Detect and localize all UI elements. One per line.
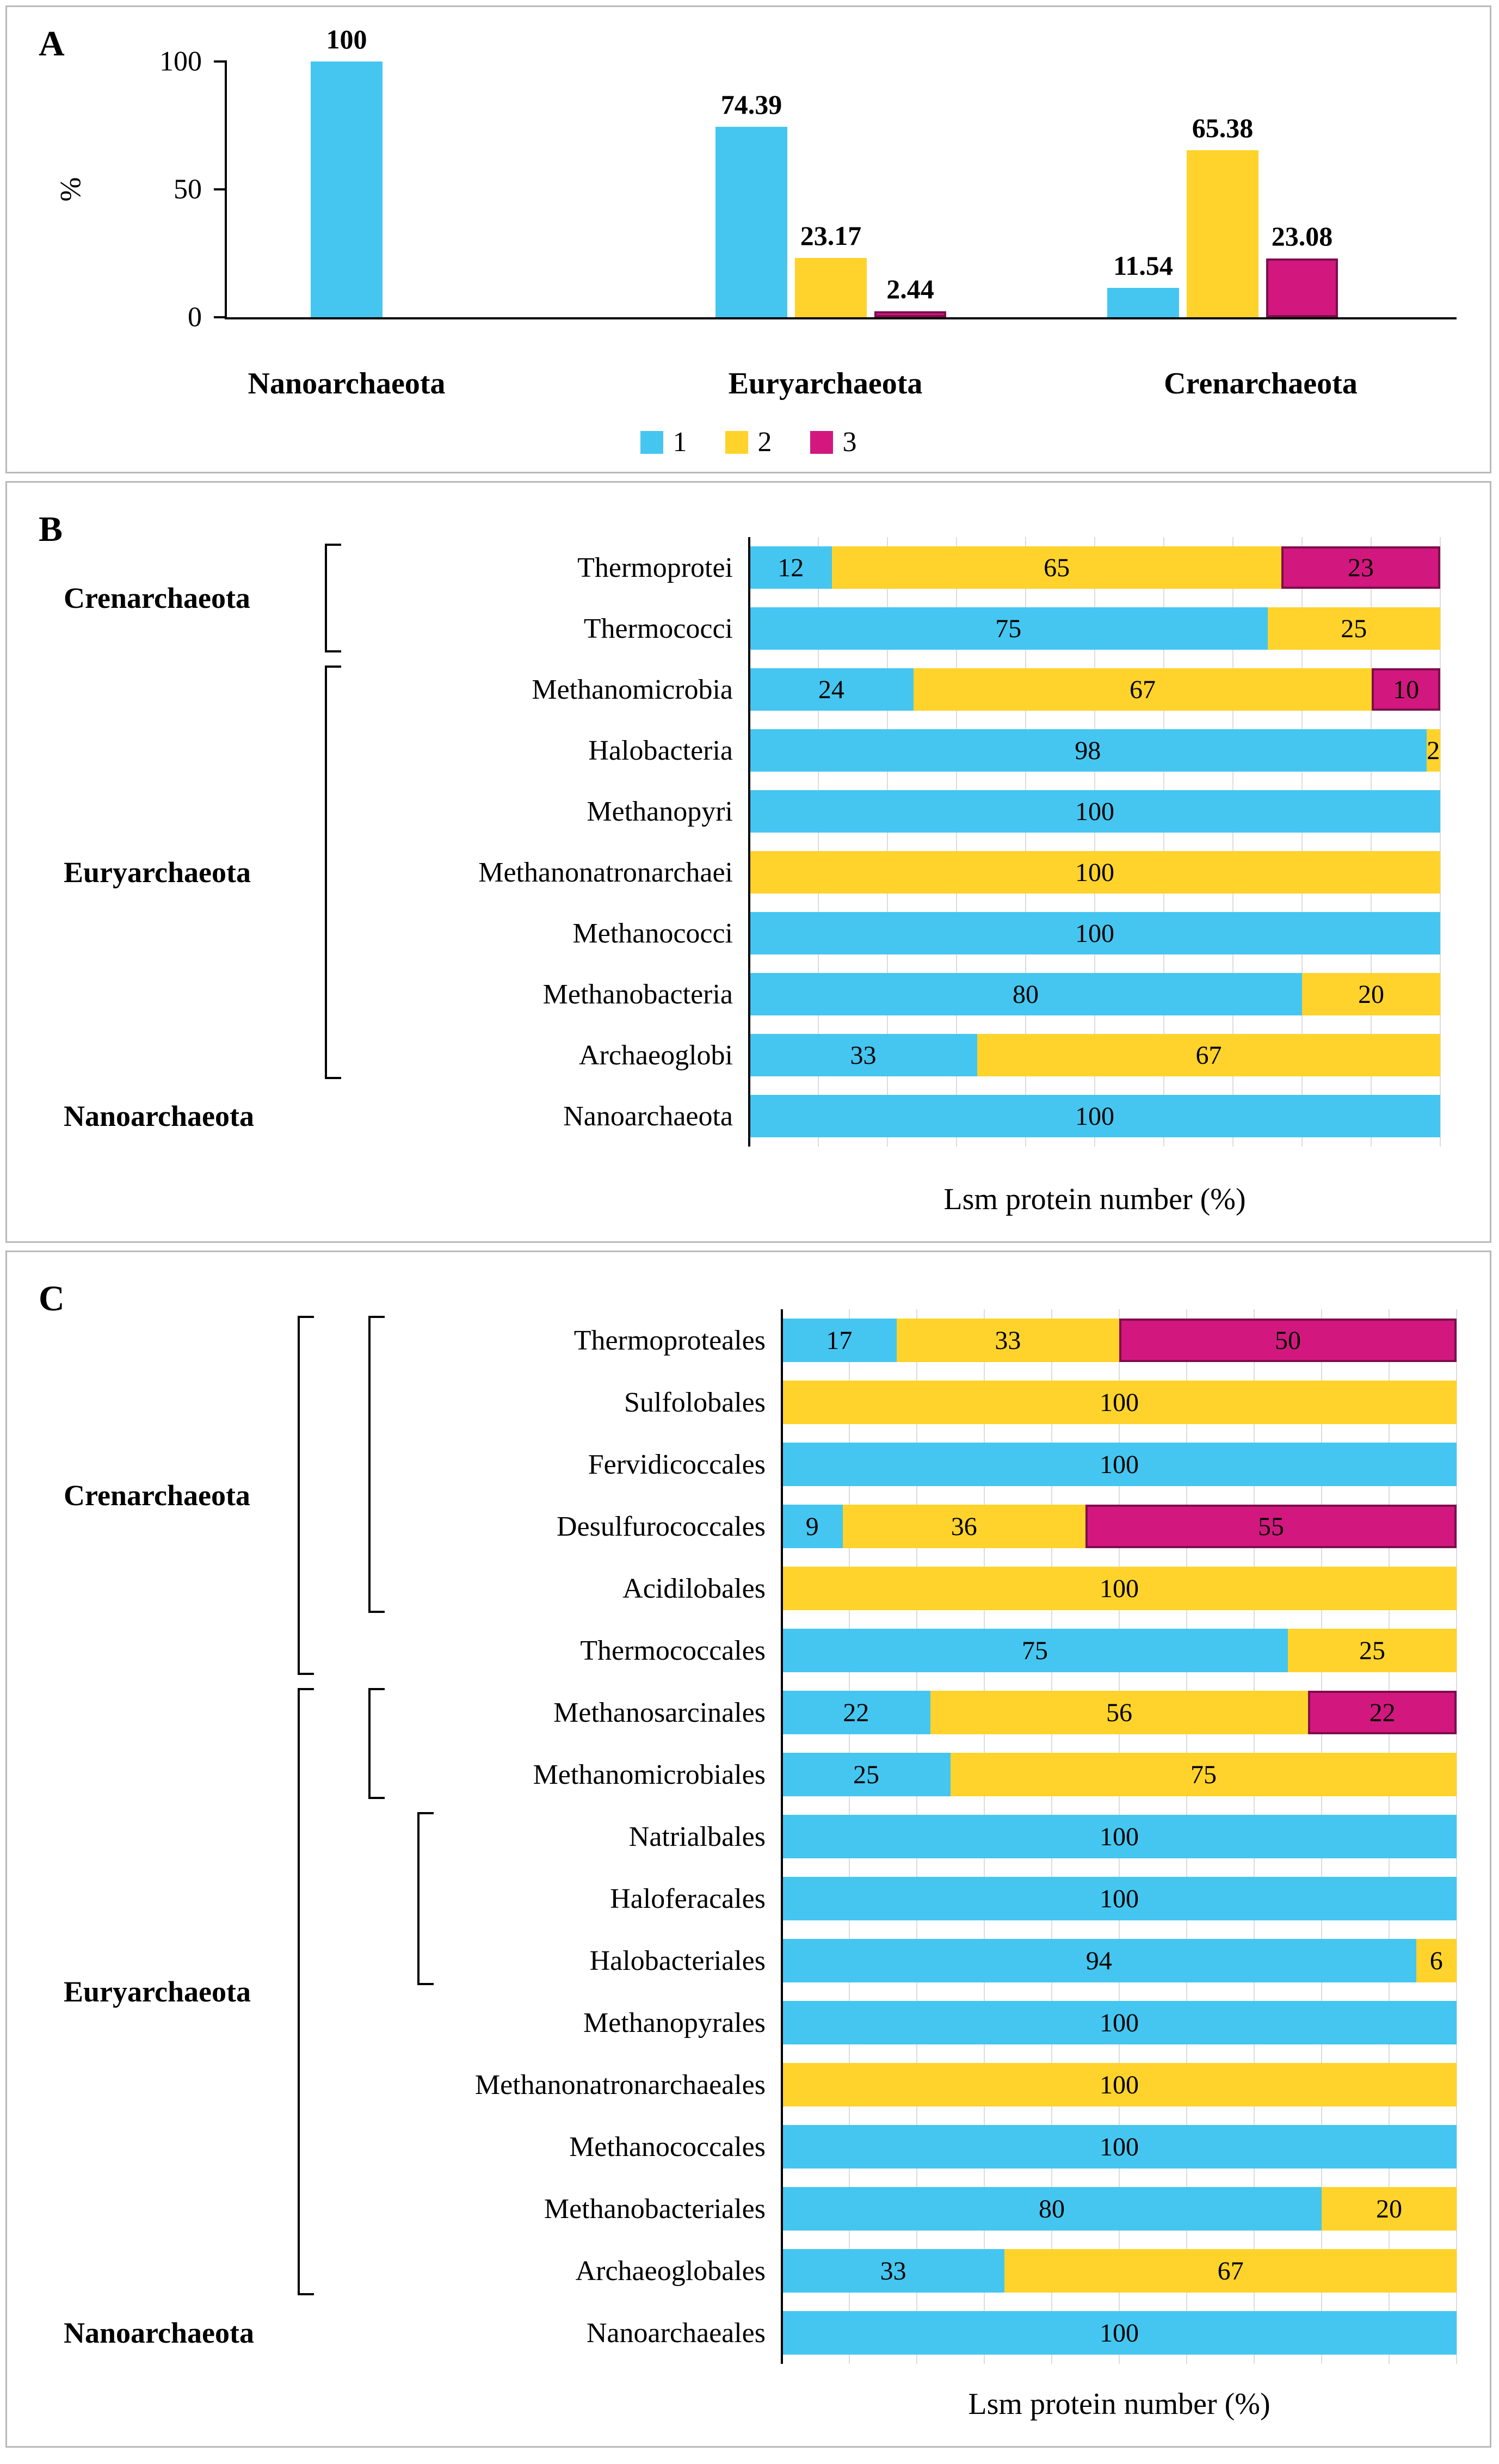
segment-value: 12 xyxy=(778,553,804,582)
segment-value: 10 xyxy=(1393,675,1420,704)
bar xyxy=(1187,112,1259,317)
panel-c xyxy=(5,1251,1491,2448)
panel-a-y-axis-label: % xyxy=(54,177,87,202)
bar-track xyxy=(782,1629,1457,1672)
chart-row xyxy=(20,659,1440,720)
group-label: Nanoarchaeota xyxy=(64,1100,254,1132)
panel-a xyxy=(5,5,1491,473)
bar-segment xyxy=(1427,729,1440,772)
bar-value-label: 23.17 xyxy=(800,220,862,251)
y-axis-tick xyxy=(214,60,227,63)
bar-value-label: 2.44 xyxy=(886,273,934,304)
bar-track xyxy=(749,1095,1440,1137)
chart-row xyxy=(20,2054,1457,2116)
segment-value: 22 xyxy=(1369,1698,1396,1727)
bar-segment xyxy=(749,1095,1440,1137)
row-label: Nanoarchaeota xyxy=(563,1100,733,1132)
segment-value: 23 xyxy=(1347,553,1374,582)
bar-segment xyxy=(749,973,1302,1015)
panel-c-letter: C xyxy=(39,1279,65,1319)
row-label: Archaeoglobi xyxy=(578,1039,733,1071)
bar-track xyxy=(749,851,1440,894)
bar-segment xyxy=(782,1877,1457,1920)
row-label: Methanomicrobiales xyxy=(533,1759,766,1790)
bar-track xyxy=(749,729,1440,772)
legend-item xyxy=(725,426,772,458)
bar-segment xyxy=(1372,668,1440,711)
row-label: Nanoarchaeales xyxy=(586,2317,766,2349)
bar-segment xyxy=(749,668,914,711)
bar-group xyxy=(715,89,946,317)
bar-rect xyxy=(1107,288,1179,317)
row-label: Methanobacteriales xyxy=(544,2193,766,2225)
bar-segment xyxy=(1119,1319,1457,1362)
segment-value: 80 xyxy=(1039,2194,1065,2223)
bar-rect xyxy=(311,61,383,317)
chart-row xyxy=(20,1309,1457,1371)
group-bracket-inner xyxy=(417,1812,434,1985)
segment-value: 20 xyxy=(1376,2194,1402,2223)
panel-a-plot xyxy=(54,24,1457,401)
bar-segment xyxy=(782,2187,1322,2231)
bar-track xyxy=(749,912,1440,954)
row-label: Thermoprotei xyxy=(577,552,733,583)
y-axis-line xyxy=(781,1309,783,2364)
group-bracket-inner xyxy=(368,1688,385,1799)
row-label: Halobacteria xyxy=(588,735,733,766)
legend-swatch xyxy=(810,431,833,454)
row-label: Thermoproteales xyxy=(573,1325,766,1356)
category-label: Nanoarchaeota xyxy=(248,367,446,401)
panel-a-legend xyxy=(7,426,1490,458)
bar-segment xyxy=(930,1691,1308,1734)
bar-track xyxy=(749,546,1440,589)
segment-value: 33 xyxy=(880,2256,906,2286)
row-label: Methanococcales xyxy=(569,2131,766,2163)
bar-track xyxy=(782,2187,1457,2231)
bar-track xyxy=(749,1034,1440,1076)
segment-value: 100 xyxy=(1075,919,1114,948)
bar xyxy=(1266,220,1338,317)
segment-value: 75 xyxy=(1022,1636,1048,1665)
group-label: Euryarchaeota xyxy=(64,1975,251,2008)
chart-row xyxy=(20,1557,1457,1619)
chart-row xyxy=(20,1868,1457,1930)
category-label: Crenarchaeota xyxy=(1164,367,1358,401)
segment-value: 75 xyxy=(995,614,1022,643)
bar-segment xyxy=(1308,1691,1457,1734)
segment-value: 100 xyxy=(1100,2070,1139,2099)
figure xyxy=(5,5,1491,2455)
bar-segment xyxy=(914,668,1372,711)
chart-row xyxy=(20,903,1440,964)
bar-track xyxy=(749,790,1440,833)
group-label: Nanoarchaeota xyxy=(64,2317,254,2349)
row-label: Methanosarcinales xyxy=(553,1697,766,1728)
row-label: Fervidicoccales xyxy=(588,1449,766,1480)
chart-row xyxy=(20,2116,1457,2178)
bar-value-label: 23.08 xyxy=(1271,220,1333,251)
row-label: Haloferacales xyxy=(610,1883,766,1914)
bar-segment xyxy=(782,1567,1457,1610)
segment-value: 98 xyxy=(1075,736,1101,765)
bar xyxy=(874,273,946,317)
row-label: Natrialbales xyxy=(628,1821,766,1852)
bar-track xyxy=(782,1505,1457,1548)
bar-group xyxy=(1107,112,1338,317)
legend-label: 1 xyxy=(673,427,687,458)
segment-value: 94 xyxy=(1085,1946,1112,1975)
row-label: Methanobacteria xyxy=(542,978,733,1010)
segment-value: 56 xyxy=(1106,1698,1132,1727)
row-label: Methanococci xyxy=(572,917,733,949)
panel-b-letter: B xyxy=(39,509,63,549)
y-tick-label: 100 xyxy=(159,46,202,77)
bar-segment xyxy=(782,1815,1457,1858)
bar-segment xyxy=(1416,1939,1457,1982)
segment-value: 25 xyxy=(1341,614,1367,643)
bar-segment xyxy=(782,1319,897,1362)
segment-value: 22 xyxy=(843,1698,869,1727)
bar-track xyxy=(749,668,1440,711)
legend-item xyxy=(640,426,687,458)
segment-value: 100 xyxy=(1075,1101,1114,1131)
segment-value: 100 xyxy=(1075,797,1114,826)
bar-segment xyxy=(1281,546,1440,589)
segment-value: 50 xyxy=(1274,1326,1301,1355)
segment-value: 20 xyxy=(1358,980,1384,1009)
bar-track xyxy=(782,2125,1457,2169)
chart-row xyxy=(20,964,1440,1025)
group-bracket xyxy=(325,666,341,1079)
bar-value-label: 74.39 xyxy=(720,89,782,120)
bar-group xyxy=(311,23,383,317)
y-tick-label: 50 xyxy=(174,174,202,205)
chart-row xyxy=(20,1025,1440,1086)
segment-value: 2 xyxy=(1427,736,1440,765)
chart-row xyxy=(20,1806,1457,1868)
segment-value: 75 xyxy=(1190,1760,1217,1789)
bar-segment xyxy=(782,2001,1457,2044)
y-axis-tick xyxy=(214,188,227,190)
bar-segment xyxy=(1302,973,1440,1015)
bar-segment xyxy=(749,851,1440,894)
category-label: Euryarchaeota xyxy=(728,367,923,401)
segment-value: 17 xyxy=(826,1326,853,1355)
bar xyxy=(311,23,383,317)
bar xyxy=(1107,250,1179,317)
bar-track xyxy=(749,607,1440,650)
bar-segment xyxy=(1004,2249,1457,2293)
row-label: Desulfurococcales xyxy=(556,1511,766,1542)
bar-rect xyxy=(1187,150,1259,317)
group-label: Euryarchaeota xyxy=(64,856,251,889)
row-label: Acidilobales xyxy=(622,1573,766,1604)
bar-segment xyxy=(749,729,1427,772)
row-label: Thermococci xyxy=(583,613,733,644)
bar-rect xyxy=(874,311,946,317)
row-label: Thermococcales xyxy=(580,1635,766,1666)
chart-row xyxy=(20,1371,1457,1433)
legend-label: 3 xyxy=(842,427,857,458)
segment-value: 100 xyxy=(1100,2132,1139,2161)
segment-value: 67 xyxy=(1217,2256,1244,2286)
chart-row xyxy=(20,720,1440,781)
bar-segment xyxy=(782,1691,930,1734)
group-bracket xyxy=(298,1688,314,2295)
segment-value: 80 xyxy=(1013,980,1039,1009)
bar-segment xyxy=(782,1381,1457,1424)
bar-track xyxy=(782,1939,1457,1982)
bar-track xyxy=(782,2311,1457,2355)
bar-rect xyxy=(715,127,787,317)
segment-value: 25 xyxy=(1359,1636,1385,1665)
bar-segment xyxy=(749,912,1440,954)
bar-segment xyxy=(782,2249,1004,2293)
row-label: Methanopyrales xyxy=(583,2007,766,2038)
row-label: Archaeoglobales xyxy=(575,2255,766,2287)
segment-value: 100 xyxy=(1075,858,1114,887)
bar-track xyxy=(749,973,1440,1015)
panel-a-letter: A xyxy=(39,24,65,64)
panel-b xyxy=(5,481,1491,1243)
bar-segment xyxy=(782,1939,1416,1982)
bar-value-label: 65.38 xyxy=(1192,112,1254,143)
legend-swatch xyxy=(640,431,663,454)
segment-value: 65 xyxy=(1044,553,1070,582)
bar-segment xyxy=(782,2311,1457,2355)
segment-value: 100 xyxy=(1100,1822,1139,1851)
y-tick-label: 0 xyxy=(188,301,202,333)
segment-value: 6 xyxy=(1429,1946,1443,1975)
bar-segment xyxy=(749,790,1440,833)
segment-value: 33 xyxy=(995,1326,1021,1355)
bar-segment xyxy=(977,1034,1440,1076)
chart-row xyxy=(20,781,1440,842)
segment-value: 100 xyxy=(1100,2008,1139,2037)
bar-segment xyxy=(782,1753,951,1796)
chart-row xyxy=(20,2240,1457,2302)
row-label: Methanopyri xyxy=(587,796,733,827)
segment-value: 33 xyxy=(850,1040,877,1070)
bar-segment xyxy=(782,2063,1457,2106)
bar-track xyxy=(782,1691,1457,1734)
bar-value-label: 11.54 xyxy=(1113,250,1173,281)
legend-label: 2 xyxy=(757,427,772,458)
segment-value: 100 xyxy=(1100,1884,1139,1913)
bar-track xyxy=(782,1319,1457,1362)
bar-segment xyxy=(897,1319,1119,1362)
segment-value: 100 xyxy=(1100,2318,1139,2348)
row-label: Sulfolobales xyxy=(624,1387,766,1418)
bar-segment xyxy=(1085,1505,1457,1548)
bar-segment xyxy=(749,546,832,589)
chart-row xyxy=(20,1619,1457,1681)
panel-c-x-axis-label: Lsm protein number (%) xyxy=(968,2387,1270,2421)
group-bracket xyxy=(325,544,341,652)
row-label: Halobacteriales xyxy=(589,1945,766,1976)
group-label: Crenarchaeota xyxy=(64,582,250,614)
y-axis-tick xyxy=(214,316,227,318)
bar-segment xyxy=(782,2125,1457,2169)
bar-track xyxy=(782,1815,1457,1858)
group-bracket xyxy=(298,1316,314,1675)
bar-segment xyxy=(1268,607,1441,650)
segment-value: 100 xyxy=(1100,1450,1139,1479)
bar-track xyxy=(782,1753,1457,1796)
legend-swatch xyxy=(725,431,748,454)
bar-track xyxy=(782,2249,1457,2293)
bar-track xyxy=(782,1443,1457,1486)
segment-value: 100 xyxy=(1100,1574,1139,1603)
bar-track xyxy=(782,2063,1457,2106)
panel-b-x-axis-label: Lsm protein number (%) xyxy=(943,1182,1246,1216)
bar-segment xyxy=(1322,2187,1457,2231)
segment-value: 24 xyxy=(818,675,844,704)
panel-c-rows xyxy=(20,1309,1457,2364)
bar-segment xyxy=(782,1505,843,1548)
row-label: Methanonatronarchaeales xyxy=(474,2069,766,2100)
segment-value: 25 xyxy=(853,1760,879,1789)
group-bracket-inner xyxy=(368,1316,385,1613)
row-label: Methanonatronarchaei xyxy=(478,857,733,888)
segment-value: 100 xyxy=(1100,1388,1139,1417)
bar-segment xyxy=(782,1443,1457,1486)
panel-b-rows xyxy=(20,537,1440,1147)
segment-value: 55 xyxy=(1257,1512,1284,1541)
bar-segment xyxy=(1288,1629,1457,1672)
segment-value: 67 xyxy=(1130,675,1156,704)
bar-segment xyxy=(951,1753,1457,1796)
bar-rect xyxy=(795,258,867,317)
chart-row xyxy=(20,1744,1457,1806)
bar-segment xyxy=(749,1034,977,1076)
bar-segment xyxy=(832,546,1281,589)
bar-segment xyxy=(782,1629,1288,1672)
bar-track xyxy=(782,1381,1457,1424)
group-label: Crenarchaeota xyxy=(64,1479,250,1512)
segment-value: 36 xyxy=(951,1512,977,1541)
bar-value-label: 100 xyxy=(326,24,367,54)
bar-track xyxy=(782,1567,1457,1610)
bar-track xyxy=(782,2001,1457,2044)
bar-segment xyxy=(843,1505,1085,1548)
row-label: Methanomicrobia xyxy=(532,674,733,705)
bar-segment xyxy=(749,607,1268,650)
segment-value: 67 xyxy=(1195,1040,1222,1070)
legend-item xyxy=(810,426,857,458)
bar xyxy=(795,220,867,317)
bar-track xyxy=(782,1877,1457,1920)
y-axis-line xyxy=(748,537,750,1147)
bar-rect xyxy=(1266,258,1338,317)
segment-value: 9 xyxy=(805,1512,819,1541)
chart-row xyxy=(20,2178,1457,2240)
chart-row xyxy=(20,1681,1457,1744)
bar xyxy=(715,89,787,317)
